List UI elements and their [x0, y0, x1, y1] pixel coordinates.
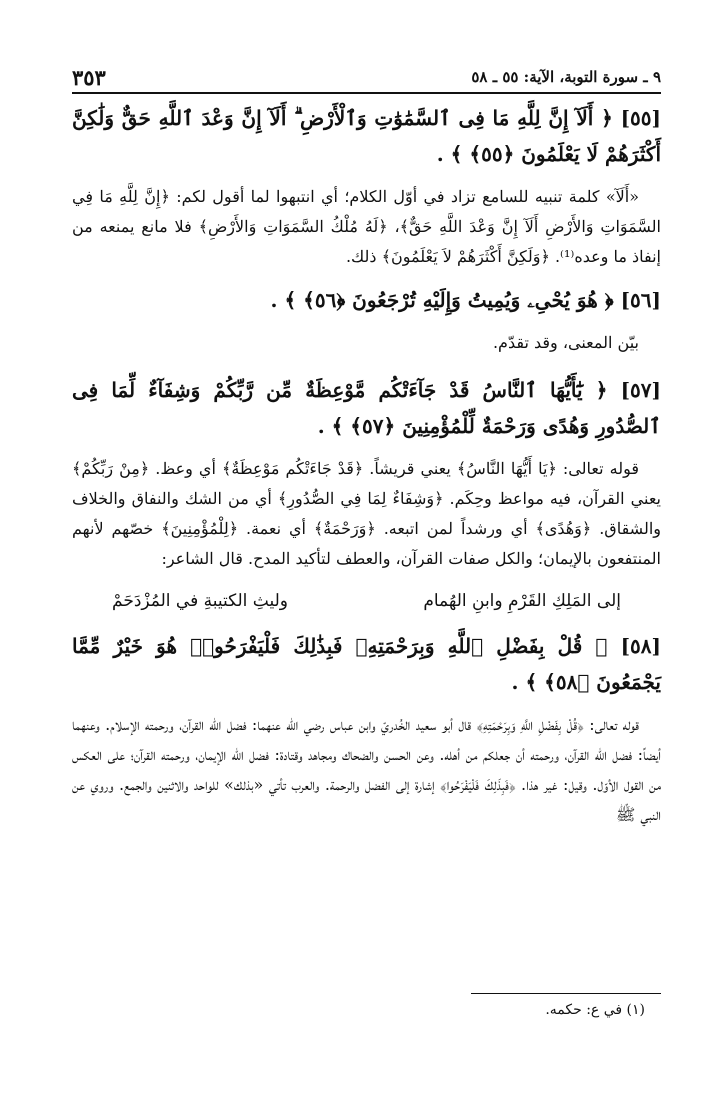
poem-second-hemistich: وليثِ الكتيبةِ في المُزْدَحَمْ	[112, 591, 289, 611]
poem-line	[112, 584, 621, 618]
verse-56: [٥٦] ﴿ هُوَ يُحْىِۦ وَيُمِيتُ وَإِلَيْهِ تُرْجَعُونَ ﴿٥٦﴾ ﴾ .	[270, 288, 661, 312]
verse-58: [٥٨] ﴿ قُلْ بِفَضْلِ ٱللَّهِ وَبِرَحْمَتِهِۦ فَبِذَٰلِكَ فَلْيَفْرَحُوا۟ هُوَ خَيْرٌ مِّمَّا يَجْمَعُونَ ﴿٥٨﴾ ﴾ .	[72, 634, 661, 694]
verse-55: [٥٥] ﴿ أَلَآ إِنَّ لِلَّهِ مَا فِى ٱلسَّمَٰوَٰتِ وَٱلْأَرْضِ ۗ أَلَآ إِنَّ وَعْدَ ٱللَّهِ حَقٌّ وَلَٰكِنَّ أَكْثَرَهُمْ لَا يَعْلَمُونَ ﴿٥٥﴾ ﴾ .	[72, 106, 661, 166]
commentary-57: قوله تعالى: ﴿يَا أَيُّهَا النَّاسُ﴾ يعني قريشاً. ﴿قَدْ جَاءَتْكُم مَوْعِظَةٌ﴾ أي وعظ. ﴿مِنْ رَبِّكُمْ﴾ يعني القرآن، فيه مواعظ وحِكَم. ﴿وَشِفَاءٌ لِمَا فِي الصُّدُورِ﴾ أي من الشك والنفاق والخلاف والشقاق. ﴿وَهُدًى﴾ أي ورشداً لمن اتبعه. ﴿وَرَحْمَةٌ﴾ أي نعمة. ﴿لِلْمُؤْمِنِينَ﴾ خصّهم لأنهم المنتفعون بالإيمان؛ والكل صفات القرآن، والعطف لتأكيد المدح. قال الشاعر:	[72, 459, 661, 568]
verse-57: [٥٧] ﴿ يَٰٓأَيُّهَا ٱلنَّاسُ قَدْ جَآءَتْكُم مَّوْعِظَةٌ مِّن رَّبِّكُمْ وَشِفَآءٌ لِّمَا فِى ٱلصُّدُورِ وَهُدًى وَرَحْمَةٌ لِّلْمُؤْمِنِينَ ﴿٥٧﴾ ﴾ .	[72, 378, 661, 438]
running-title: ٩ ـ سورة التوبة، الآية: ٥٥ ـ ٥٨	[471, 68, 661, 86]
footnote: (١) في ع: حكمه.	[545, 1002, 645, 1018]
commentary-55: «أَلَآ» كلمة تنبيه للسامع تزاد في أوّل الكلام؛ أي انتبهوا لما أقول لكم: ﴿إِنَّ لِلَّهِ مَا فِي السَّمَوَاتِ وَالأَرْضِ أَلَآ إِنَّ وَعْدَ اللَّهِ حَقٌّ﴾، ﴿لَهُ مُلْكُ السَّمَوَاتِ وَالأَرْضِ﴾ فلا مانع يمنعه من إنفاذ ما وعده⁽¹⁾. ﴿وَلَكِنَّ أَكْثَرَهُمْ لاَ يَعْلَمُونَ﴾ ذلك.	[72, 187, 661, 266]
footnote-divider	[471, 993, 661, 994]
commentary-56: بيّن المعنى، وقد تقدّم.	[492, 333, 639, 352]
page-number: ٣٥٣	[72, 64, 106, 90]
page-body	[72, 100, 661, 840]
commentary-58: قوله تعالى: ﴿قُلْ بِفَضْلِ اللَّهِ وَبِرَحْمَتِهِ﴾ قال أبو سعيد الخُدريّ وابن عباس رضي الله عنهما: فضل الله القرآن، ورحمته الإسلام. وعنهما أيضاً: فضل الله القرآن، ورحمته أن جعلكم من أهله. وعن الحسن والضحاك ومجاهد وقتادة: فضل الله الإيمان، ورحمته القرآن؛ على العكس من القول الأوّل. وقيل: غير هذا. ﴿فَبِذَلِكَ فَلْيَفْرَحُوا﴾ إشارة إلى الفضل والرحمة. والعرب تأتي «بذلك» للواحد والاثنين والجمع. وروي عن النبي ﷺ	[72, 715, 661, 824]
running-header	[72, 62, 661, 94]
poem-first-hemistich: إلى المَلِكِ القَرْمِ وابنِ الهُمام	[423, 591, 621, 611]
